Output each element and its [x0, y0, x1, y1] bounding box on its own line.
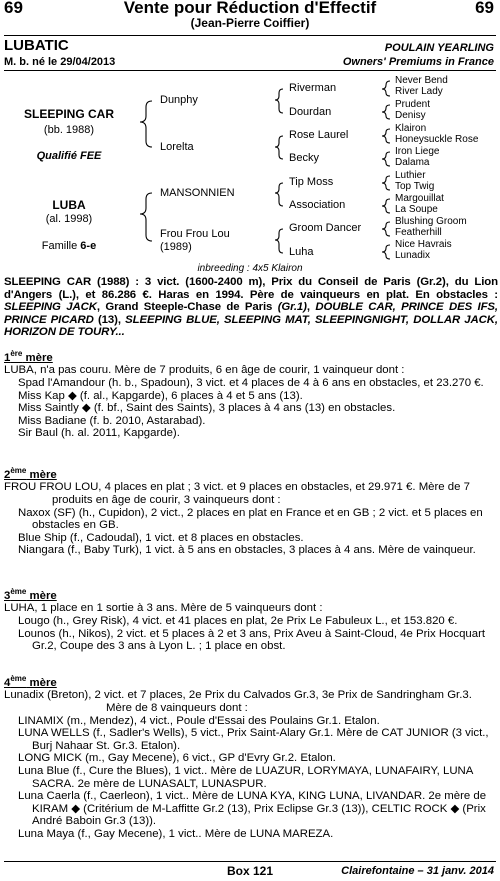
section-4-heading: [4, 674, 57, 689]
pedigree-brackets: [0, 0, 500, 270]
sire-paragraph-mid3: (13),: [93, 313, 126, 326]
place-date: Clairefontaine – 31 janv. 2014: [341, 865, 494, 877]
section-2-word: mère: [26, 468, 57, 481]
owners-premiums: Owners' Premiums in France: [342, 56, 494, 68]
sire-progeny-2: DOUBLE CAR, PRINCE DES IFS, PRINCE PICARD: [4, 301, 498, 326]
section-1-heading: [4, 349, 53, 364]
section-1-line-2: Miss Kap ◆ (f. al., Kapgarde), 6 places à 4 et 5 ans (13).: [18, 389, 303, 402]
section-4-line-3: LONG MICK (m., Gay Mecene), 6 vict., GP d'Evry Gr.2. Etalon.: [18, 752, 336, 765]
sale-title: Vente pour Réduction d'Effectif: [123, 0, 377, 17]
gen3-3: Rose Laurel: [289, 129, 349, 141]
gen3-8: Luha: [289, 246, 314, 258]
gen3-2: Dourdan: [289, 106, 332, 118]
gen4-12: La Soupe: [395, 204, 438, 215]
page-number-left: 69: [4, 0, 23, 17]
bottom-rule: [4, 861, 496, 862]
gen3-7: Groom Dancer: [289, 222, 362, 234]
gen4-1: Never Bend: [395, 75, 448, 86]
sire-paragraph-mid1: , Grand Steeple-Chase de Paris: [96, 301, 278, 314]
sire-name: SLEEPING CAR: [23, 107, 114, 121]
dam-name: LUBA: [52, 198, 86, 212]
gen2-dam-sire: MANSONNIEN: [160, 187, 235, 199]
section-4-line-6: Luna Maya (f., Gay Mecene), 1 vict.. Mère de LUNA MAREZA.: [18, 827, 334, 840]
lot-birth: M. b. né le 29/04/2013: [4, 56, 116, 68]
section-4-line-2: LUNA WELLS (f., Sadler's Wells), 5 vict., Prix Saint-Alary Gr.1. Mère de CAT JUNIOR (3 vict., Burj Nahaar St. Gr.3. Etalon).: [18, 727, 489, 752]
section-1-line-5: Sir Baul (h. al. 2011, Kapgarde).: [18, 427, 180, 440]
gen4-14: Featherhill: [395, 227, 442, 238]
section-1: [4, 348, 498, 440]
gen3-6: Association: [289, 199, 346, 211]
section-2-sup: ème: [10, 466, 27, 475]
section-1-line-3: Miss Saintly ◆ (f. bf., Saint des Saints), 3 places à 4 ans (13) en obstacles.: [18, 402, 396, 415]
sire-paragraph-mid2: ,: [306, 301, 316, 314]
gen4-16: Lunadix: [395, 250, 431, 261]
section-2-heading: [4, 466, 57, 481]
section-3: [4, 586, 498, 653]
dam-detail: (al. 1998): [45, 213, 93, 225]
gen4-15: Nice Havrais: [395, 239, 452, 250]
gen4-6: Honeysuckle Rose: [395, 134, 479, 145]
section-3-intro: LUHA, 1 place en 1 sortie à 3 ans. Mère de 5 vainqueurs dont :: [4, 602, 323, 615]
gen4-7: Iron Liege: [395, 146, 440, 157]
section-2-line-3: Niangara (f., Baby Turk), 1 vict. à 5 ans en obstacles, 3 places à 4 ans. Mère de vainqueur.: [18, 544, 476, 557]
sire-qualification: Qualifié FEE: [36, 150, 102, 162]
sire-progeny-3: SLEEPING BLUE, SLEEPING MAT, SLEEPINGNIGHT, DOLLAR JACK, HORIZON DE TOURY...: [4, 313, 498, 339]
section-3-sup: ème: [10, 587, 27, 596]
gen3-5: Tip Moss: [289, 176, 334, 188]
section-4-sup: ème: [10, 674, 27, 683]
gen2-dam-dam-year: (1989): [160, 241, 192, 253]
section-2-line-2: Blue Ship (f., Cadoudal), 1 vict. et 8 places en obstacles.: [18, 531, 304, 544]
section-4-line-5: Luna Caerla (f., Caerleon), 1 vict.. Mère de LUNA KYA, KING LUNA, LIVANDAR. 2e mère de KIRAM ◆ (Critérium de M-Laffitte Gr.2 (13), Prix Eclipse Gr.3 (13)), CELTIC ROCK ◆ (Prix André Baboin Gr.3 (13)).: [18, 790, 487, 828]
family-prefix: Famille: [41, 240, 81, 252]
section-4-num: 4: [4, 676, 11, 689]
family-number: 6-e: [80, 240, 97, 252]
section-3-line-1: Lougo (h., Grey Risk), 4 vict. et 41 places en plat, 2e Prix Le Fabuleux L., et 153.820 €.: [18, 614, 458, 627]
gen4-11: Margouillat: [395, 193, 444, 204]
inbreeding-note: inbreeding : 4x5 Klairon: [197, 263, 303, 274]
section-1-intro: LUBA, n'a pas couru. Mère de 7 produits, 6 en âge de courir, 1 vainqueur dont :: [4, 364, 405, 377]
section-4-line-1: LINAMIX (m., Mendez), 4 vict., Poule d'Essai des Poulains Gr.1. Etalon.: [18, 714, 380, 727]
page-number-right: 69: [475, 0, 494, 17]
section-2: [4, 465, 498, 557]
gen4-8: Dalama: [395, 157, 430, 168]
gen3-4: Becky: [289, 152, 319, 164]
lot-type: POULAIN YEARLING: [384, 42, 494, 54]
section-4: [4, 673, 498, 841]
gen2-dam-dam: Frou Frou Lou: [160, 228, 230, 240]
box-number: Box 121: [226, 864, 274, 878]
gen4-4: Denisy: [395, 110, 426, 121]
section-1-line-4: Miss Badiane (f. b. 2010, Astarabad).: [18, 414, 206, 427]
sire-paragraph: [4, 276, 498, 339]
sale-subtitle: (Jean-Pierre Coiffier): [190, 16, 310, 30]
sire-paragraph-text: SLEEPING CAR (1988) : 3 vict. (1600-2400 m), Prix du Conseil de Paris (Gr.2), du Lion d'Angers (L.), et 86.286 €. Haras en 1994. Père de vainqueurs en plat. En obstacles :: [4, 276, 498, 301]
section-3-word: mère: [26, 589, 57, 602]
section-4-intro: Lunadix (Breton), 2 vict. et 7 places, 2e Prix du Calvados Gr.3, 3e Prix de Sandringham Gr.3. Mère de 8 vainqueurs dont :: [4, 689, 472, 714]
gen4-9: Luthier: [395, 170, 426, 181]
gen3-1: Riverman: [289, 82, 337, 94]
section-1-num: 1: [4, 351, 11, 364]
gen4-2: River Lady: [395, 86, 443, 97]
section-1-word: mère: [22, 351, 53, 364]
gen4-13: Blushing Groom: [395, 216, 467, 227]
sire-detail: (bb. 1988): [43, 124, 95, 136]
section-3-line-2: Lounos (h., Nikos), 2 vict. et 5 places à 2 et 3 ans, Prix Aveu à Saint-Cloud, 4e Prix Hocquart Gr.2, Coupe des 3 ans à Lyon L. ; 1 place en obst.: [18, 627, 486, 653]
section-1-sup: ère: [10, 349, 23, 358]
section-4-word: mère: [26, 676, 57, 689]
section-3-heading: [4, 587, 57, 602]
sire-group-1: (Gr.1): [277, 301, 307, 314]
gen4-3: Prudent: [395, 99, 431, 110]
gen4-10: Top Twig: [395, 181, 435, 192]
section-2-num: 2: [4, 468, 11, 481]
section-2-line-1: Naxox (SF) (h., Cupidon), 2 vict., 2 places en plat en France et en GB ; 2 vict. et 5 places en obstacles en GB.: [18, 506, 483, 532]
section-2-intro: FROU FROU LOU, 4 places en plat ; 3 vict. et 9 places en obstacles, et 29.971 €. Mère de 7 produits en âge de courir, 3 vainqueurs dont :: [4, 481, 470, 506]
lot-name: LUBATIC: [4, 37, 69, 54]
gen2-sire-dam: Lorelta: [160, 141, 194, 153]
section-1-line-1: Spad l'Amandour (h. b., Spadoun), 3 vict. et 4 places de 4 à 6 ans en obstacles, et 23.270 €.: [18, 376, 484, 389]
sire-progeny-1: SLEEPING JACK: [4, 301, 97, 314]
gen2-sire-sire: Dunphy: [160, 94, 198, 106]
gen4-5: Klairon: [395, 123, 427, 134]
section-3-num: 3: [4, 589, 11, 602]
section-4-line-4: Luna Blue (f., Cure the Blues), 1 vict.. Mère de LUAZUR, LORYMAYA, LUNAFAIRY, LUNA SACRA. 2e mère de LUNASALT, LUNASPUR.: [18, 764, 473, 790]
